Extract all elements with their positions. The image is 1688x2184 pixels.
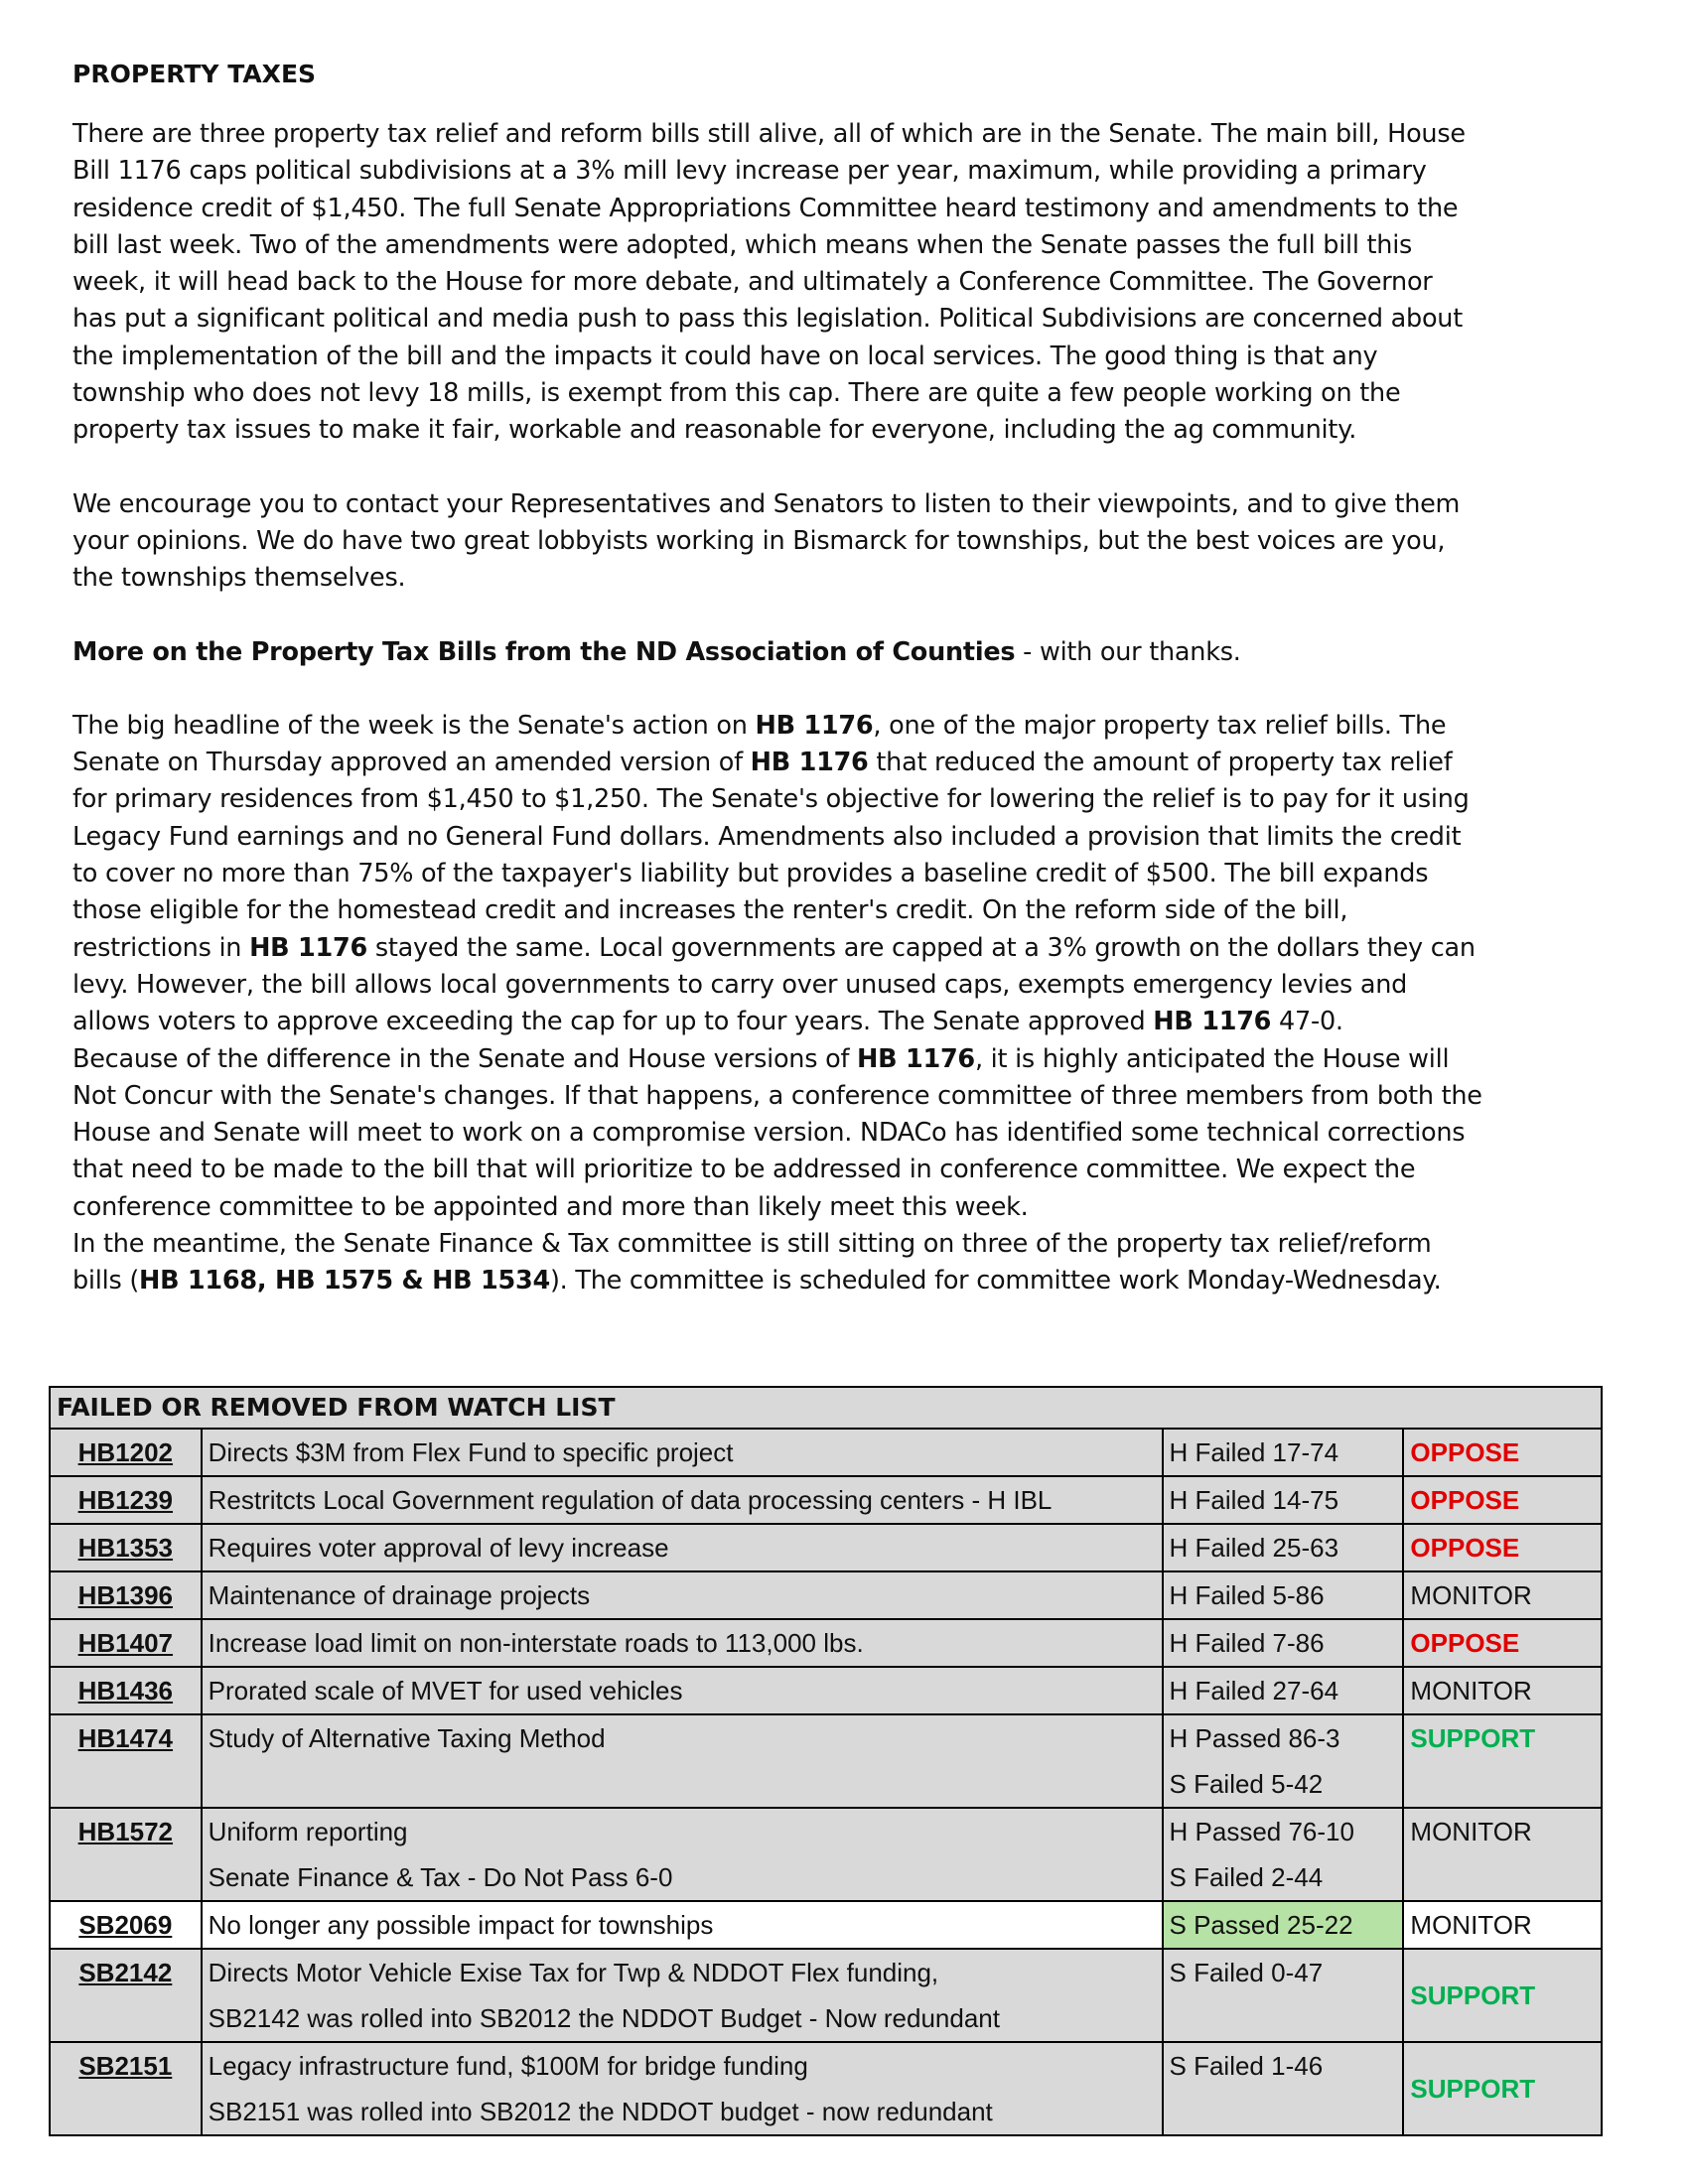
bill-number[interactable]: SB2151 xyxy=(78,2051,173,2081)
vote-result xyxy=(1163,1949,1404,2042)
bill-ref: HB 1168, HB 1575 & HB 1534 xyxy=(139,1266,550,1297)
bill-link[interactable] xyxy=(50,1429,202,1476)
stance-cell xyxy=(1403,1619,1602,1667)
text: that reduced the amount of property tax relief for primary residences from $1,450 to $1,250. The Senate's objective for lowering the relief is to pay for it using Legacy Fund earnings and no General Fund dollars. Amendments also included a provision that limits the credit to cover no more than 75% of the taxpayer's liability but provides a baseline credit of $500. The bill expands those eligible for the homestead credit and increases the renter's credit. On the reform side of the bill, restrictions in xyxy=(72,748,1470,963)
text: , it is highly anticipated the House will Not Concur with the Senate's changes. If that happens, a conference committee of three members from both the House and Senate will meet to work on a compromise version. NDACo has identified some technical corrections that need to be made to the bill that will prioritize to be addressed in conference committee. We expect the conference committee to be appointed and more than likely meet this week. xyxy=(72,1043,1482,1222)
ndaco-lead-bold: More on the Property Tax Bills from the ND Association of Counties xyxy=(72,636,1016,667)
stance-oppose: OPPOSE xyxy=(1410,1485,1520,1515)
table-row xyxy=(50,1476,1602,1524)
bill-ref: HB 1176 xyxy=(755,710,874,741)
bill-description xyxy=(202,1901,1163,1949)
table-row xyxy=(50,2042,1602,2135)
bill-number[interactable]: SB2069 xyxy=(78,1910,173,1940)
stance-cell xyxy=(1403,1524,1602,1571)
ndaco-lead xyxy=(72,634,1482,671)
table-row xyxy=(50,1619,1602,1667)
bill-description xyxy=(202,2042,1163,2135)
bill-link[interactable] xyxy=(50,2042,202,2135)
stance-support: SUPPORT xyxy=(1410,2074,1536,2104)
vote-line: H Failed 27-64 xyxy=(1169,1676,1339,1706)
vote-result xyxy=(1163,1476,1404,1524)
stance-monitor: MONITOR xyxy=(1410,1676,1532,1706)
text: Because of the difference in the Senate and House versions of xyxy=(72,1043,858,1074)
stance-monitor: MONITOR xyxy=(1410,1817,1532,1846)
vote-result xyxy=(1163,1808,1404,1901)
description-line: Increase load limit on non-interstate roads to 113,000 lbs. xyxy=(208,1628,864,1658)
bill-link[interactable] xyxy=(50,1476,202,1524)
stance-cell xyxy=(1403,2042,1602,2135)
stance-support: SUPPORT xyxy=(1410,1980,1536,2010)
bill-number[interactable]: SB2142 xyxy=(78,1958,173,1987)
description-line: Directs Motor Vehicle Exise Tax for Twp & NDDOT Flex funding, xyxy=(208,1958,939,1987)
text: The big headline of the week is the Senate's action on xyxy=(72,710,756,741)
stance-cell xyxy=(1403,1808,1602,1901)
vote-result xyxy=(1163,1571,1404,1619)
bill-description xyxy=(202,1714,1163,1808)
paragraph-headline xyxy=(72,708,1482,1041)
vote-line: H Failed 17-74 xyxy=(1169,1437,1339,1467)
bill-number[interactable]: HB1436 xyxy=(77,1676,174,1706)
stance-cell xyxy=(1403,1429,1602,1476)
bill-link[interactable] xyxy=(50,1808,202,1901)
bill-description xyxy=(202,1619,1163,1667)
vote-line: H Failed 5-86 xyxy=(1169,1580,1325,1610)
stance-support: SUPPORT xyxy=(1410,1723,1536,1753)
bill-description xyxy=(202,1667,1163,1714)
vote-line: S Failed 2-44 xyxy=(1169,1862,1324,1892)
description-line: Maintenance of drainage projects xyxy=(208,1580,591,1610)
bill-link[interactable] xyxy=(50,1667,202,1714)
text: 47-0. xyxy=(1271,1007,1343,1037)
vote-line: S Failed 1-46 xyxy=(1169,2051,1324,2081)
bill-ref: HB 1176 xyxy=(1153,1007,1272,1037)
bill-description xyxy=(202,1571,1163,1619)
bill-number[interactable]: HB1474 xyxy=(77,1723,174,1753)
table-row xyxy=(50,1808,1602,1901)
vote-result xyxy=(1163,2042,1404,2135)
stance-cell xyxy=(1403,1476,1602,1524)
description-line: Legacy infrastructure fund, $100M for bridge funding xyxy=(208,2051,808,2081)
description-line: No longer any possible impact for townships xyxy=(208,1910,714,1940)
text: stayed the same. Local governments are capped at a 3% growth on the dollars they can levy. However, the bill allows local governments to carry over unused caps, exempts emergency levies and allows voters to approve exceeding the cap for up to four years. The Senate approved xyxy=(72,932,1476,1037)
bill-ref: HB 1176 xyxy=(857,1043,975,1074)
table-row xyxy=(50,1571,1602,1619)
vote-line xyxy=(1170,1995,1397,2041)
stance-monitor: MONITOR xyxy=(1410,1910,1532,1940)
bill-ref: HB 1176 xyxy=(249,932,367,963)
description-line: SB2151 was rolled into SB2012 the NDDOT budget - now redundant xyxy=(208,2097,993,2126)
bill-link[interactable] xyxy=(50,1714,202,1808)
bill-number[interactable]: HB1572 xyxy=(77,1817,174,1846)
table-row xyxy=(50,1949,1602,2042)
bill-link[interactable] xyxy=(50,1571,202,1619)
vote-line: H Failed 25-63 xyxy=(1169,1533,1339,1563)
stance-cell xyxy=(1403,1571,1602,1619)
paragraph-encourage: We encourage you to contact your Representatives and Senators to listen to their viewpoints, and to give them your opinions. We do have two great lobbyists working in Bismarck for townships, but the best voices are you, the townships themselves. xyxy=(72,488,1461,594)
vote-line: H Failed 7-86 xyxy=(1169,1628,1325,1658)
stance-cell xyxy=(1403,1714,1602,1808)
bill-number[interactable]: HB1202 xyxy=(77,1437,174,1467)
bill-description xyxy=(202,1808,1163,1901)
stance-cell xyxy=(1403,1949,1602,2042)
bill-number[interactable]: HB1407 xyxy=(77,1628,174,1658)
description-line: Requires voter approval of levy increase xyxy=(208,1533,669,1563)
table-title: FAILED OR REMOVED FROM WATCH LIST xyxy=(50,1387,1602,1429)
table-row xyxy=(50,1714,1602,1808)
stance-cell xyxy=(1403,1901,1602,1949)
bill-number[interactable]: HB1353 xyxy=(77,1533,174,1563)
ndaco-lead-rest: - with our thanks. xyxy=(1015,636,1241,667)
text: , one of the major property tax relief bills. The Senate on Thursday approved an amended version of xyxy=(72,710,1447,778)
paragraph-meantime xyxy=(72,1226,1482,1300)
bill-link[interactable] xyxy=(50,1524,202,1571)
vote-line: H Passed 86-3 xyxy=(1169,1723,1340,1753)
vote-result xyxy=(1163,1524,1404,1571)
stance-oppose: OPPOSE xyxy=(1410,1437,1520,1467)
bill-link[interactable] xyxy=(50,1901,202,1949)
document-body xyxy=(72,60,1482,1300)
table-row xyxy=(50,1901,1602,1949)
table-row xyxy=(50,1524,1602,1571)
bill-number[interactable]: HB1396 xyxy=(77,1580,174,1610)
vote-line: H Passed 76-10 xyxy=(1169,1817,1354,1846)
vote-line: S Failed 0-47 xyxy=(1169,1958,1324,1987)
bill-link[interactable] xyxy=(50,1949,202,2042)
description-line: Restritcts Local Government regulation of data processing centers - H IBL xyxy=(208,1485,1053,1515)
bill-description xyxy=(202,1524,1163,1571)
paragraph-concur xyxy=(72,1041,1482,1226)
description-line: Study of Alternative Taxing Method xyxy=(208,1723,606,1753)
vote-result xyxy=(1163,1619,1404,1667)
description-line xyxy=(209,1761,1156,1807)
watch-list-table xyxy=(49,1386,1603,2136)
paragraph-intro: There are three property tax relief and reform bills still alive, all of which are in the Senate. The main bill, House Bill 1176 caps political subdivisions at a 3% mill levy increase per year, maximum, while providing a primary residence credit of $1,450. The full Senate Appropriations Committee heard testimony and amendments to the bill last week. Two of the amendments were adopted, which means when the Senate passes the full bill this week, it will head back to the House for more debate, and ultimately a Conference Committee. The Governor has put a significant political and media push to pass this legislation. Political Subdivisions are concerned about the implementation of the bill and the impacts it could have on local services. The good thing is that any township who does not levy 18 mills, is exempt from this cap. There are quite a few people working on the property tax issues to make it fair, workable and reasonable for everyone, including the ag community. xyxy=(72,119,1466,446)
stance-cell xyxy=(1403,1667,1602,1714)
vote-result xyxy=(1163,1667,1404,1714)
description-line: Senate Finance & Tax - Do Not Pass 6-0 xyxy=(208,1862,673,1892)
text: In the meantime, the Senate Finance & Tax committee is still sitting on three of the property tax relief/reform bills ( xyxy=(72,1229,1432,1297)
vote-result xyxy=(1163,1429,1404,1476)
vote-result xyxy=(1163,1714,1404,1808)
vote-line: S Failed 5-42 xyxy=(1169,1769,1324,1799)
description-line: Uniform reporting xyxy=(208,1817,408,1846)
bill-number[interactable]: HB1239 xyxy=(77,1485,174,1515)
bill-description xyxy=(202,1429,1163,1476)
bill-ref: HB 1176 xyxy=(750,748,869,778)
vote-result xyxy=(1163,1901,1404,1949)
description-line: Directs $3M from Flex Fund to specific project xyxy=(208,1437,734,1467)
bill-description xyxy=(202,1476,1163,1524)
description-line: SB2142 was rolled into SB2012 the NDDOT Budget - Now redundant xyxy=(208,2003,1000,2033)
description-line: Prorated scale of MVET for used vehicles xyxy=(208,1676,683,1706)
vote-line: H Failed 14-75 xyxy=(1169,1485,1339,1515)
table-title-row xyxy=(50,1387,1602,1429)
bill-description xyxy=(202,1949,1163,2042)
text: ). The committee is scheduled for committee work Monday-Wednesday. xyxy=(549,1266,1442,1297)
vote-line: S Passed 25-22 xyxy=(1169,1910,1353,1940)
section-heading: PROPERTY TAXES xyxy=(72,60,317,88)
stance-monitor: MONITOR xyxy=(1410,1580,1532,1610)
table-row xyxy=(50,1667,1602,1714)
stance-oppose: OPPOSE xyxy=(1410,1533,1520,1563)
vote-line xyxy=(1170,2089,1397,2134)
stance-oppose: OPPOSE xyxy=(1410,1628,1520,1658)
table-row xyxy=(50,1429,1602,1476)
bill-link[interactable] xyxy=(50,1619,202,1667)
